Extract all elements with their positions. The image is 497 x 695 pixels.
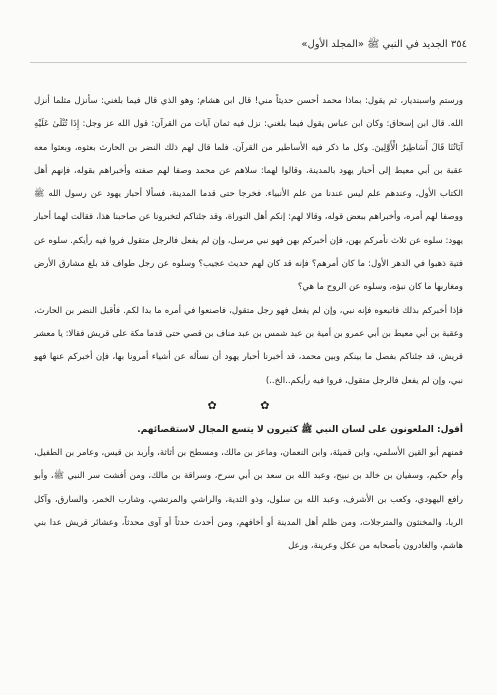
- section-heading: أقول: الملعونون على لسان النبي ﷺ كثيرون لا يتسع المجال لاستقصائهم.: [137, 424, 463, 435]
- main-text: [34, 90, 463, 559]
- paragraph-3: فمنهم أبو القين الأسلمي، وابن قميئة، وابن النعمان، وماعز بن مالك، ومسطح بن أثاثة، وأربد بن قيس، وعامر بن الطفيل، وأم حكيم، وسفيان بن خالد بن نبيح، وعبد الله بن سعد بن أبي سرح، وسراقة بن مالك، ومن أفشت سر النبي ﷺ، وأبو رافع اليهودي، وكعب بن الأشرف، وعبد الله بن سلول، وذو الثدية، والراشي والمرتشي، وشارب الخمر، والسارق، وآكل الربا، والمخنثون والمترجلات، ومن ظلم أهل المدينة أو أخافهم، ومن أحدث حدثاً أو آوى محدثاً، وعشائر قريش عدا بني هاشم، والغادرون بأصحابه من عكل وعرينة، ورعل: [34, 448, 463, 552]
- page-number-and-title: ٣٥٤ الجديد في النبي ﷺ «المجلد الأول»: [301, 39, 467, 50]
- paragraph-2: فإذا أخبركم بذلك فاتبعوه فإنه نبي، وإن لم يفعل فهو رجل متقول، فاصنعوا في أمره ما بدا لكم. فأقبل النضر بن الحارث، وعقبة بن أبي معيط بن أبي عمرو بن أمية بن عبد شمس بن عبد مناف بن قصي حتى قدما مكة على قريش فقالا: يا معشر قريش، قد جئناكم بفصل ما بينكم وبين محمد، قد أخبرنا أحبار يهود أن نسأله عن أشياء أمرونا بها، فإن أخبركم عنها فهو نبي، وإن لم يفعل فالرجل متقول، فروا فيه رأيكم..الخ..): [34, 305, 463, 386]
- running-header: [30, 36, 467, 54]
- section-separator: ✿ ✿: [207, 398, 290, 412]
- paragraph-1: ورستم واسبنديار، ثم يقول: بماذا محمد أحسن حديثاً مني! قال ابن هشام: وهو الذي قال فيما بلغني: سأنزل مثلما أنزل الله. قال ابن إسحاق: وكان ابن عباس يقول فيما بلغني: نزل فيه ثمان آيات من القرآن: قول الله عز وجل: إِذَا تُتْلَىٰ عَلَيْهِ آيَاتُنَا قَالَ أَسَاطِيرُ الْأَوَّلِينَ. وكل ما ذكر فيه الأساطير من القرآن. فلما قال لهم ذلك النضر بن الحارث بعثوه، وبعثوا معه عقبة بن أبي معيط إلى أحبار يهود بالمدينة، وقالوا لهما: سلاهم عن محمد وصفا لهم صفته وأخبراهم بقوله، فإنهم أهل الكتاب الأول، وعندهم علم ليس عندنا من علم الأنبياء. فخرجا حتى قدما المدينة، فسألا أحبار يهود عن رسول الله ﷺ ووصفا لهم أمره، وأخبراهم ببعض قوله، وقالا لهم: إنكم أهل التوراة، وقد جئناكم لتخبرونا عن صاحبنا هذا، فقالت لهما أحبار يهود: سلوه عن ثلاث نأمركم بهن، فإن أخبركم بهن فهو نبي مرسل، وإن لم يفعل فالرجل متقول فروا فيه رأيكم. سلوه عن فتية ذهبوا في الدهر الأول: ما كان أمرهم؟ فإنه قد كان لهم حديث عجيب؟ وسلوه عن رجل طواف قد بلغ مشارق الأرض ومغاربها ما كان نبؤه، وسلوه عن الروح ما هي؟: [34, 96, 463, 293]
- header-rule: [30, 62, 467, 63]
